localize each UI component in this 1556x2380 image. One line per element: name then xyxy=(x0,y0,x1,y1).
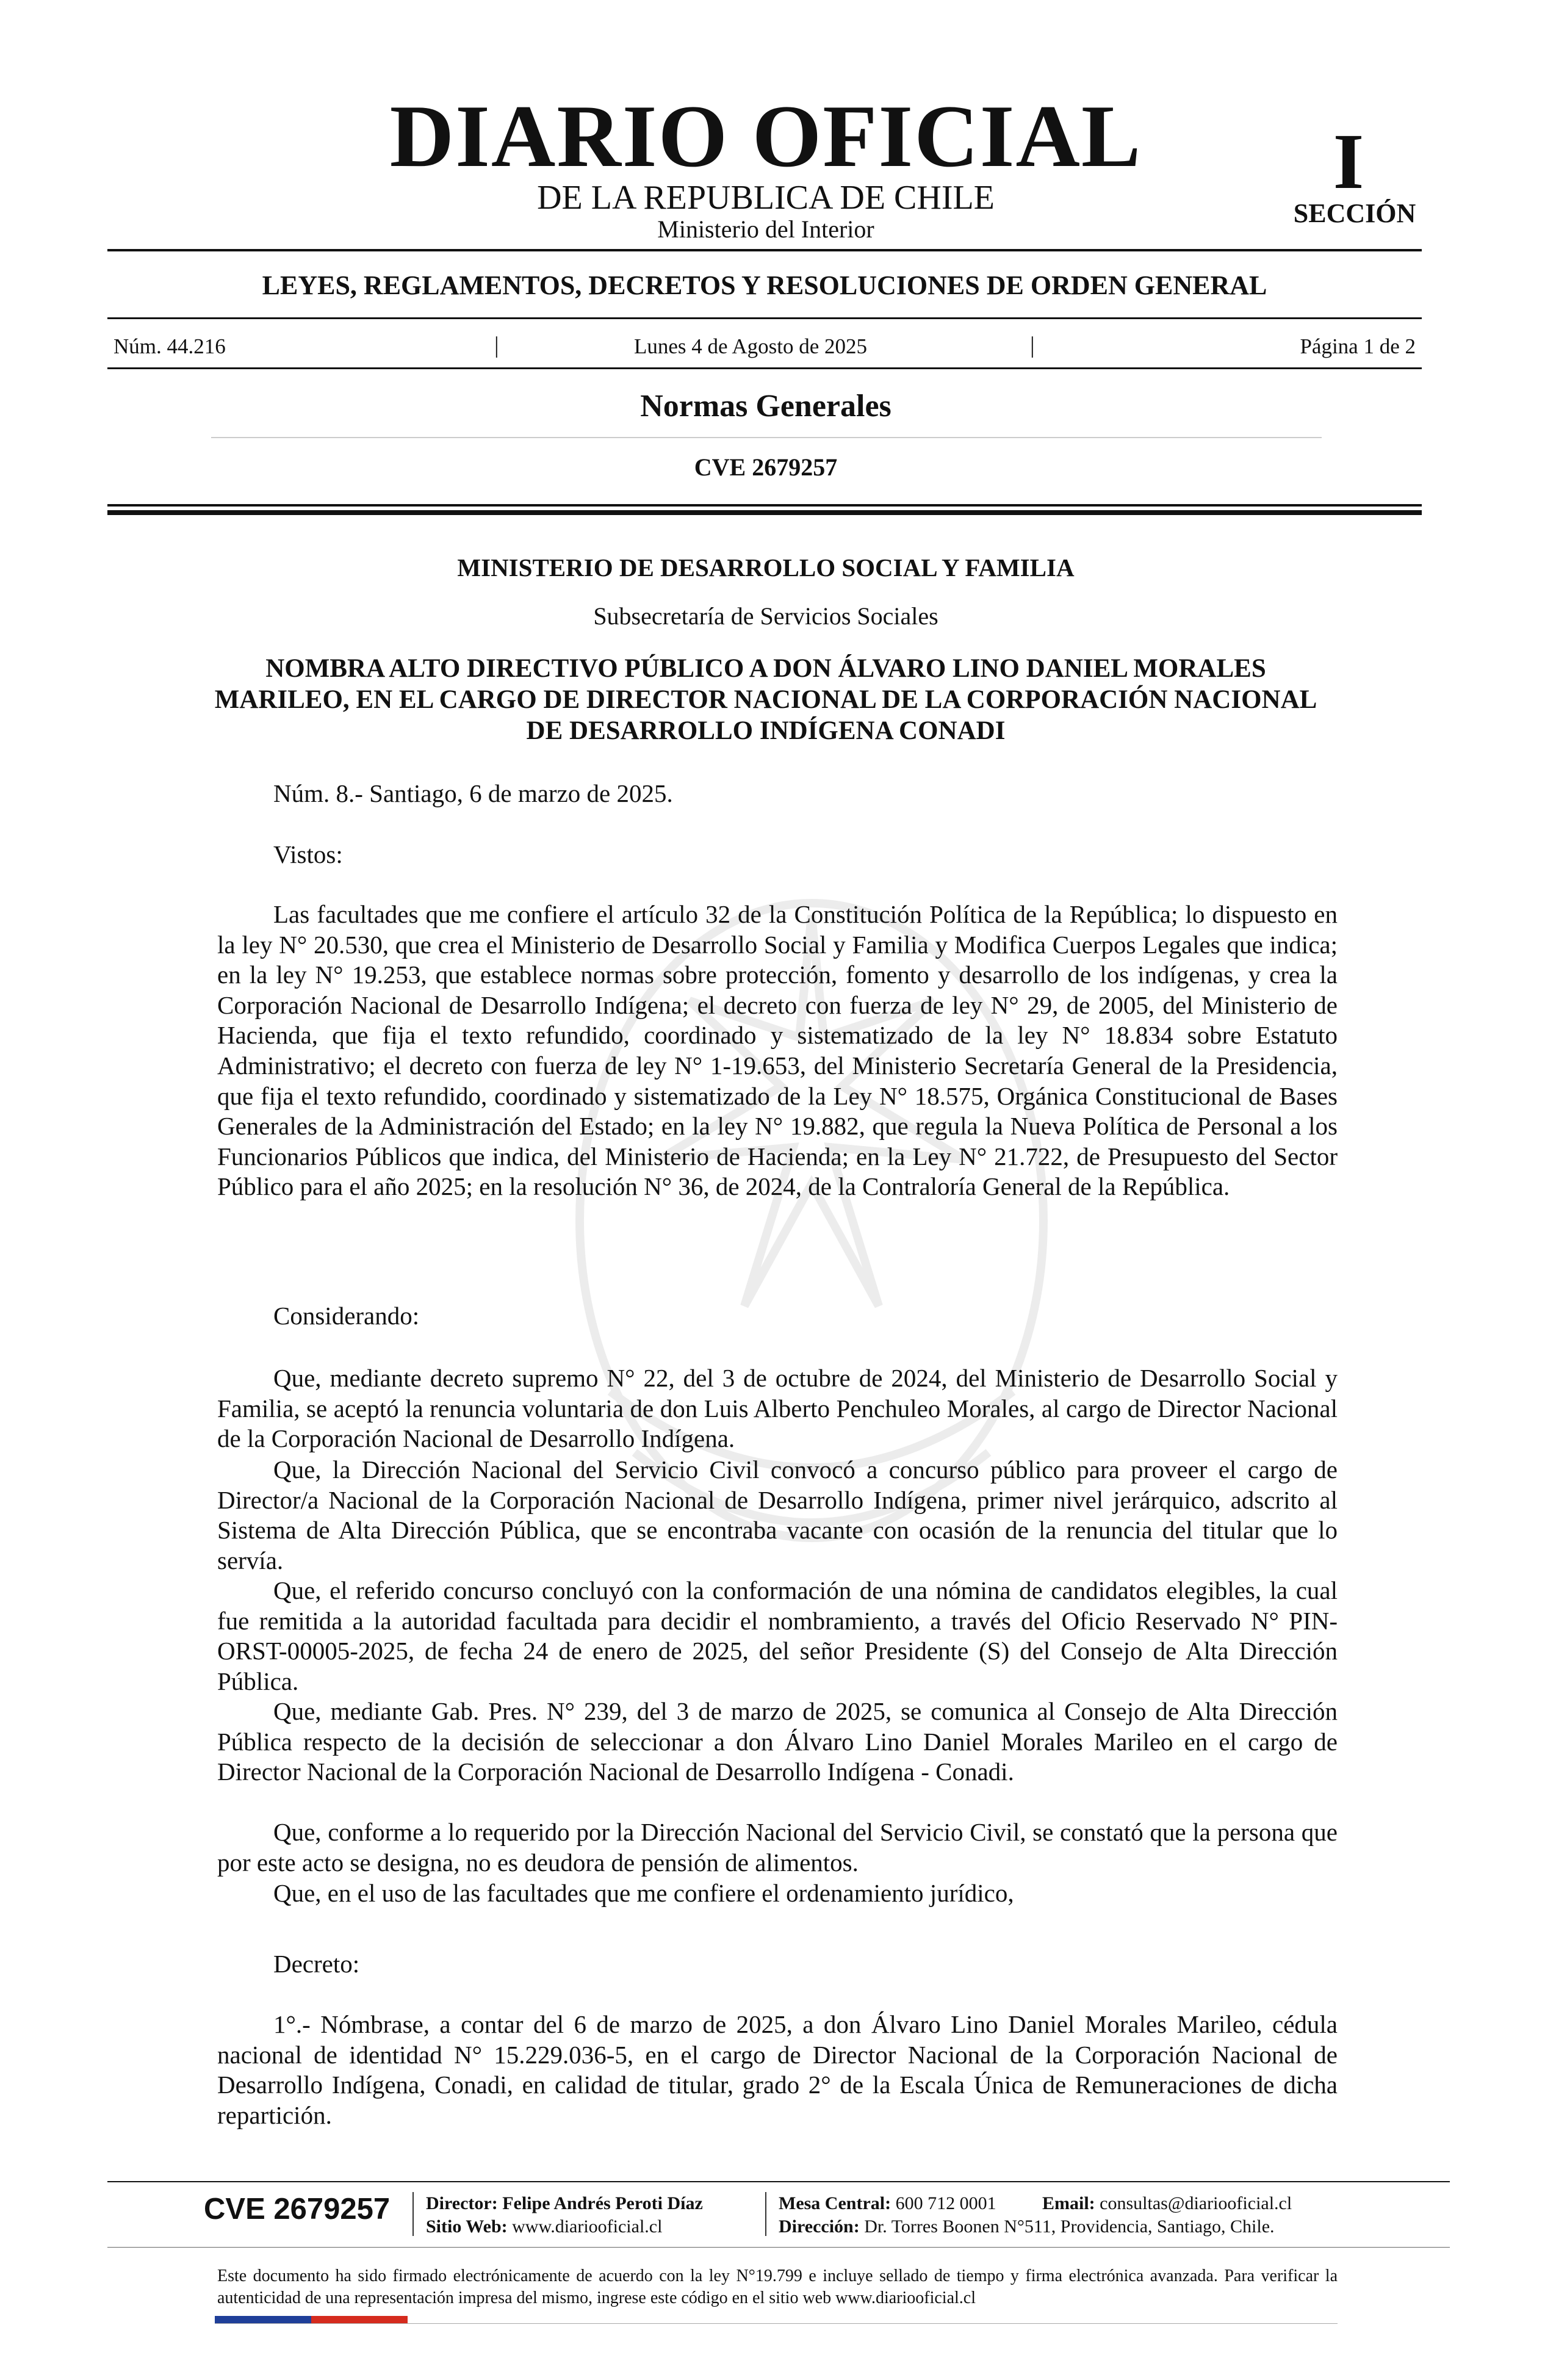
footer-phone xyxy=(779,2192,996,2215)
director-name: Felipe Andrés Peroti Díaz xyxy=(502,2193,703,2213)
email-link[interactable]: consultas@diariooficial.cl xyxy=(1100,2193,1292,2213)
footer-divider xyxy=(107,2247,1450,2248)
meta-separator: | xyxy=(1030,333,1035,358)
phone-label: Mesa Central: xyxy=(779,2193,891,2213)
address-label: Dirección: xyxy=(779,2216,860,2237)
footer-separator xyxy=(412,2192,414,2236)
decreto-label: Decreto: xyxy=(273,1950,360,1978)
bottom-divider xyxy=(215,2323,1338,2324)
flag-stripe-red xyxy=(311,2316,408,2323)
section-number: I xyxy=(1333,118,1364,206)
masthead-ministry: Ministerio del Interior xyxy=(657,215,874,243)
subsecretaria: Subsecretaría de Servicios Sociales xyxy=(593,602,938,630)
footer-divider xyxy=(107,2181,1450,2182)
considerando-paragraph: Que, en el uso de las facultades que me confiere el ordenamiento jurídico, xyxy=(273,1879,1014,1907)
considerando-label: Considerando: xyxy=(273,1302,420,1330)
flag-stripe-blue xyxy=(215,2316,311,2323)
publication-banner: LEYES, REGLAMENTOS, DECRETOS Y RESOLUCIONES DE ORDEN GENERAL xyxy=(262,270,1267,300)
vistos-paragraph: Las facultades que me confiere el artículo 32 de la Constitución Política de la República; lo dispuesto en la ley N° 20.530, que crea el Ministerio de Desarrollo Social y Familia y Modifica Cuerpos Legales que indica; en la ley N° 19.253, que establece normas sobre protección, fomento y desarrollo de los indígenas, y crea la Corporación Nacional de Desarrollo Indígena; el decreto con fuerza de ley N° 29, de 2005, del Ministerio de Hacienda, que fija el texto refundido, coordinado y sistematizado de la ley N° 18.834 sobre Estatuto Administrativo; el decreto con fuerza de ley N° 1-19.653, del Ministerio Secretaría General de la Presidencia, que fija el texto refundido, coordinado y sistematizado de la Ley N° 18.575, Orgánica Constitucional de Bases Generales de la Administración del Estado; en la ley N° 19.882, que regula la Nueva Política de Personal a los Funcionarios Públicos que indica, del Ministerio de Hacienda; en la Ley N° 21.722, de Presupuesto del Sector Público para el año 2025; en la resolución N° 36, de 2024, de la Contraloría General de la República. xyxy=(217,900,1338,1201)
considerando-paragraph: Que, conforme a lo requerido por la Dirección Nacional del Servicio Civil, se constató que la persona que por este acto se designa, no es deudora de pensión de alimentos. xyxy=(217,1818,1338,1877)
considerando-paragraph: Que, mediante decreto supremo N° 22, del 3 de octubre de 2024, del Ministerio de Desarrollo Social y Familia, se aceptó la renuncia voluntaria de don Luis Alberto Penchuleo Morales, al cargo de Director Nacional de la Corporación Nacional de Desarrollo Indígena. xyxy=(217,1364,1338,1453)
email-label: Email: xyxy=(1042,2193,1095,2213)
decree-number-line: Núm. 8.- Santiago, 6 de marzo de 2025. xyxy=(273,779,673,807)
signature-notice: Este documento ha sido firmado electrónicamente de acuerdo con la ley N°19.799 e incluye sellado de tiempo y firma electrónica avanzada. Para verificar la autenticidad de una representación impresa del mismo, ingrese este código en el sitio web www.diariooficial.cl xyxy=(217,2266,1338,2307)
considerando-paragraph: Que, mediante Gab. Pres. N° 239, del 3 de marzo de 2025, se comunica al Consejo de Alta Dirección Pública respecto de la decisión de seleccionar a don Álvaro Lino Daniel Morales Marileo en el cargo de Director Nacional de la Corporación Nacional de Desarrollo Indígena - Conadi. xyxy=(217,1697,1338,1786)
footer-website xyxy=(426,2215,662,2238)
footer-address xyxy=(779,2215,1275,2238)
divider xyxy=(107,367,1422,369)
ministry-heading: MINISTERIO DE DESARROLLO SOCIAL Y FAMILIA xyxy=(457,554,1075,582)
article-1: 1°.- Nómbrase, a contar del 6 de marzo de 2025, a don Álvaro Lino Daniel Morales Marileo, cédula nacional de identidad N° 15.229.036-5, en el cargo de Director Nacional de la Corporación Nacional de Desarrollo Indígena, Conadi, en calidad de titular, grado 2° de la Escala Única de Remuneraciones de dicha repartición. xyxy=(217,2010,1338,2129)
section-heading: Normas Generales xyxy=(640,389,891,424)
divider xyxy=(107,317,1422,319)
website-label: Sitio Web: xyxy=(426,2216,508,2237)
cve-code: CVE 2679257 xyxy=(694,453,838,481)
footer-email xyxy=(1042,2192,1292,2215)
footer-director xyxy=(426,2192,703,2215)
divider xyxy=(107,504,1422,507)
issue-number: Núm. 44.216 xyxy=(113,334,226,358)
divider xyxy=(107,249,1422,251)
considerando-paragraph: Que, el referido concurso concluyó con la conformación de una nómina de candidatos elegibles, la cual fue remitida a la autoridad facultada para decidir el nombramiento, a través del Oficio Reservado N° PIN-ORST-00005-2025, de fecha 24 de enero de 2025, del señor Presidente (S) del Consejo de Alta Dirección Pública. xyxy=(217,1576,1338,1695)
director-label: Director: xyxy=(426,2193,498,2213)
phone-number: 600 712 0001 xyxy=(895,2193,996,2213)
divider xyxy=(211,437,1322,438)
footer-separator xyxy=(765,2192,766,2236)
newspaper-subtitle: DE LA REPUBLICA DE CHILE xyxy=(537,179,995,217)
address-text: Dr. Torres Boonen N°511, Providencia, Santiago, Chile. xyxy=(864,2216,1275,2237)
issue-date: Lunes 4 de Agosto de 2025 xyxy=(633,334,868,358)
newspaper-title: DIARIO OFICIAL xyxy=(389,87,1142,186)
website-link[interactable]: www.diariooficial.cl xyxy=(512,2216,663,2237)
vistos-label: Vistos: xyxy=(273,840,343,868)
decree-title: NOMBRA ALTO DIRECTIVO PÚBLICO A DON ÁLVARO LINO DANIEL MORALES MARILEO, EN EL CARGO DE DIRECTOR NACIONAL DE LA CORPORACIÓN NACIONAL DE DESARROLLO INDÍGENA CONADI xyxy=(214,654,1317,745)
footer-cve-code: CVE 2679257 xyxy=(204,2193,391,2226)
section-label: SECCIÓN xyxy=(1293,198,1416,228)
meta-separator: | xyxy=(494,333,499,358)
page-indicator: Página 1 de 2 xyxy=(1300,334,1416,358)
divider xyxy=(107,510,1422,515)
considerando-paragraph: Que, la Dirección Nacional del Servicio Civil convocó a concurso público para proveer el cargo de Director/a Nacional de la Corporación Nacional de Desarrollo Indígena, primer nivel jerárquico, adscrito al Sistema de Alta Dirección Pública, que se encontraba vacante con ocasión de la renuncia del titular que lo servía. xyxy=(217,1455,1338,1574)
